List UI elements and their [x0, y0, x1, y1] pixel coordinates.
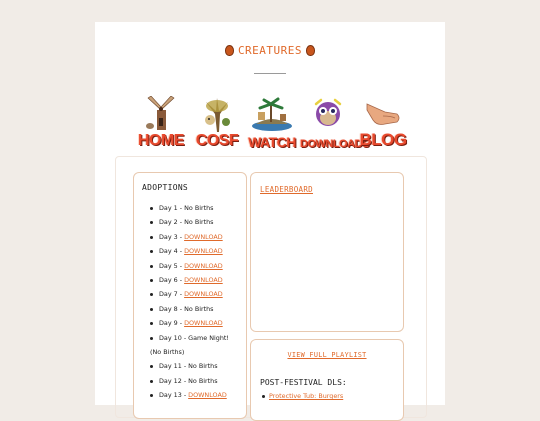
tree-creature-icon — [198, 96, 236, 132]
adoption-day-item — [134, 359, 246, 373]
adoption-day-label: Day 11 - — [159, 362, 189, 371]
adoption-day-label: Day 5 - — [159, 261, 185, 270]
download-link[interactable]: DOWNLOAD — [184, 232, 223, 241]
adoption-day-item — [134, 273, 246, 287]
site-title — [95, 44, 445, 57]
adoption-day-label: Day 8 - — [159, 304, 185, 313]
download-link[interactable]: DOWNLOAD — [184, 247, 223, 256]
adoption-day-item — [134, 302, 246, 316]
post-festival-title: POST-FESTIVAL DLS: — [260, 378, 347, 387]
island-icon — [250, 96, 294, 132]
nav-home[interactable]: HOME — [133, 94, 189, 150]
adoption-day-item — [134, 374, 246, 388]
adoption-day-label: Day 12 - — [159, 376, 189, 385]
adoptions-list — [134, 201, 246, 402]
main-nav — [133, 94, 413, 150]
norn-face-icon — [311, 96, 345, 132]
adoption-day-item — [134, 345, 246, 359]
adoption-day-status: No Births — [188, 362, 218, 371]
adoption-day-item — [134, 244, 246, 258]
view-full-playlist-link[interactable]: VIEW FULL PLAYLIST — [287, 351, 367, 359]
nav-cosf[interactable]: COSF — [189, 94, 245, 150]
playlist-link-wrap — [251, 351, 403, 359]
adoption-day-status: Game Night! — [188, 333, 229, 342]
download-link[interactable]: DOWNLOAD — [188, 391, 227, 400]
post-festival-list — [260, 392, 343, 400]
adoption-day-item — [134, 316, 246, 330]
adoption-day-item — [134, 201, 246, 215]
leaderboard-link[interactable]: LEADERBOARD — [260, 185, 313, 194]
nav-blog[interactable]: BLOG — [355, 94, 411, 150]
adoption-day-status: No Births — [184, 304, 214, 313]
download-link[interactable]: DOWNLOAD — [184, 319, 223, 328]
adoption-day-item — [134, 331, 246, 345]
leaderboard-card — [250, 172, 404, 332]
adoption-day-status: (No Births) — [150, 347, 185, 356]
adoption-day-label: Day 9 - — [159, 319, 185, 328]
windmill-icon — [144, 96, 178, 132]
adoptions-title: ADOPTIONS — [142, 183, 189, 192]
nav-watch[interactable]: WATCH — [244, 94, 300, 150]
adoptions-card — [133, 172, 247, 419]
adoption-day-item — [134, 259, 246, 273]
egg-icon — [225, 45, 234, 56]
playlist-card — [250, 339, 404, 421]
download-link[interactable]: DOWNLOAD — [184, 261, 223, 270]
adoption-day-item — [134, 230, 246, 244]
adoption-day-label: Day 1 - — [159, 204, 185, 212]
nav-downloads[interactable]: DOWNLOADS — [300, 94, 356, 150]
title-divider — [254, 73, 286, 74]
post-festival-item — [260, 392, 343, 400]
post-festival-download-link[interactable]: Protective Tub: Burgers — [269, 392, 344, 400]
download-link[interactable]: DOWNLOAD — [184, 275, 223, 284]
adoption-day-item — [134, 215, 246, 229]
adoption-day-label: Day 7 - — [159, 290, 185, 299]
site-title-text: CREATURES — [237, 44, 303, 57]
adoption-day-label: Day 10 - — [159, 333, 189, 342]
pointing-hand-icon — [363, 96, 403, 132]
adoption-day-label: Day 2 - — [159, 218, 185, 227]
adoption-day-status: No Births — [188, 376, 218, 385]
adoption-day-item — [134, 388, 246, 402]
adoption-day-status: No Births — [184, 218, 214, 227]
adoption-day-item — [134, 287, 246, 301]
adoption-day-label: Day 13 - — [159, 391, 189, 400]
content-page — [95, 22, 445, 405]
adoption-day-label: Day 4 - — [159, 247, 185, 256]
download-link[interactable]: DOWNLOAD — [184, 290, 223, 299]
adoption-day-label: Day 3 - — [159, 232, 185, 241]
egg-icon — [306, 45, 315, 56]
adoption-day-label: Day 6 - — [159, 275, 185, 284]
adoption-day-status: No Births — [184, 204, 214, 212]
